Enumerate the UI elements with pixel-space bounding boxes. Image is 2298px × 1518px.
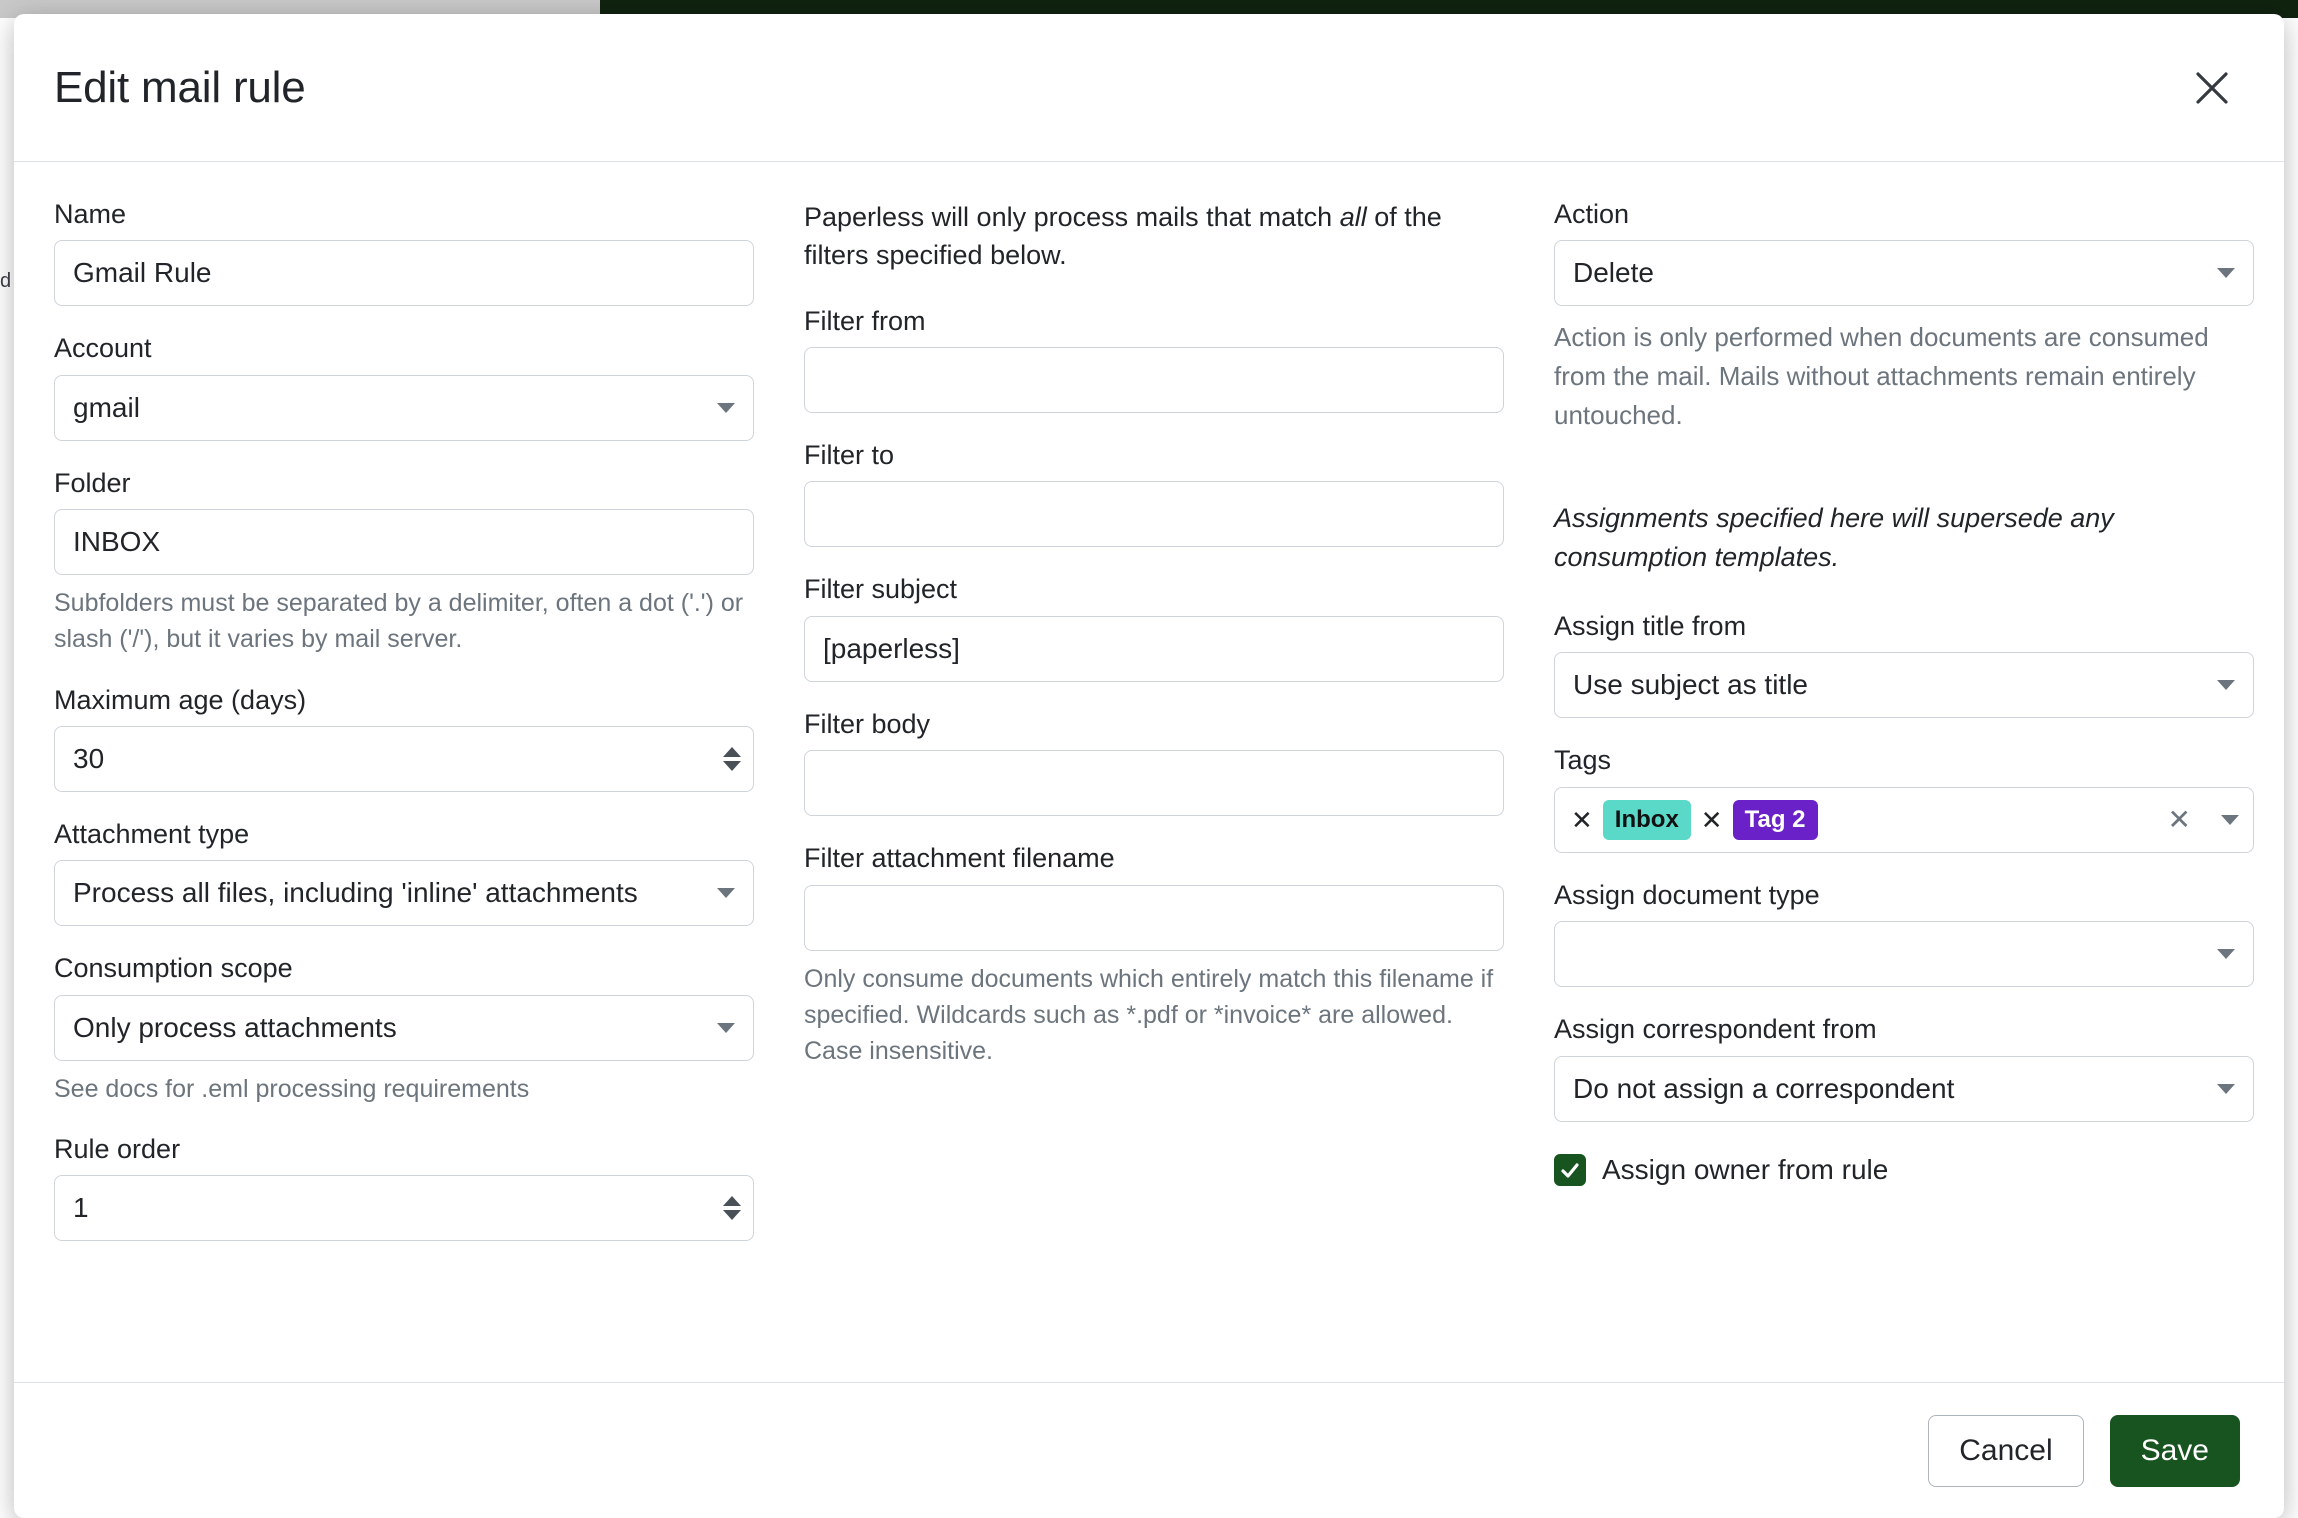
assign-owner-checkbox[interactable] — [1554, 1154, 1586, 1186]
filter-body-label: Filter body — [804, 708, 931, 739]
field-name — [54, 198, 754, 306]
field-assign-owner[interactable] — [1554, 1154, 2254, 1186]
attachment-type-value: Process all files, including 'inline' attachments — [73, 877, 638, 909]
tag-pill-label: Tag 2 — [1733, 800, 1818, 840]
edit-mail-rule-dialog — [14, 14, 2284, 1518]
field-filter-attachment-filename — [804, 842, 1504, 1069]
assign-document-type-label: Assign document type — [1554, 879, 1820, 910]
filter-attachment-help-text: Only consume documents which entirely match this filename if specified. Wildcards such as *.pdf or *invoice* are allowed. Case insensitive. — [804, 964, 1494, 1066]
filter-subject-label: Filter subject — [804, 574, 958, 605]
consumption-scope-select[interactable] — [54, 995, 754, 1061]
column-general — [54, 198, 754, 1267]
field-assign-document-type — [1554, 879, 2254, 987]
filter-to-input[interactable] — [804, 481, 1504, 547]
folder-input[interactable]: INBOX — [54, 509, 754, 575]
assign-document-type-select[interactable] — [1554, 921, 2254, 987]
assign-correspondent-value: Do not assign a correspondent — [1573, 1072, 1955, 1104]
filter-from-input[interactable] — [804, 347, 1504, 413]
assign-title-value: Use subject as title — [1573, 669, 1808, 701]
chevron-down-icon — [2217, 680, 2235, 690]
name-input[interactable]: Gmail Rule — [54, 240, 754, 306]
action-help-text: Action is only performed when documents are consumed from the mail. Mails without attachments remain entirely untouched. — [1554, 322, 2209, 431]
tag-chip[interactable] — [1571, 800, 1691, 840]
field-assign-correspondent — [1554, 1013, 2254, 1121]
chevron-down-icon — [717, 888, 735, 898]
rule-order-value: 1 — [73, 1192, 89, 1224]
chevron-down-icon — [717, 403, 735, 413]
name-label: Name — [54, 199, 127, 229]
field-rule-order — [54, 1133, 754, 1241]
background-edge-text: d — [0, 270, 12, 292]
filter-attachment-filename-label: Filter attachment filename — [804, 843, 1115, 874]
column-actions — [1554, 198, 2254, 1267]
folder-help-text: Subfolders must be separated by a delimiter, often a dot ('.') or slash ('/'), but it varies by mail server. — [54, 589, 744, 654]
field-action — [1554, 198, 2254, 435]
field-tags — [1554, 744, 2254, 852]
stepper-arrows-icon[interactable] — [723, 747, 741, 771]
chevron-down-icon — [717, 1023, 735, 1033]
remove-tag-icon[interactable]: ✕ — [1571, 804, 1593, 835]
dialog-footer — [14, 1382, 2284, 1518]
filter-from-label: Filter from — [804, 305, 926, 336]
consumption-scope-label: Consumption scope — [54, 953, 293, 984]
page-title: Edit mail rule — [54, 62, 306, 112]
remove-tag-icon[interactable]: ✕ — [1700, 804, 1723, 835]
max-age-label: Maximum age (days) — [54, 684, 307, 715]
column-filters — [804, 198, 1504, 1267]
filter-body-input[interactable] — [804, 750, 1504, 816]
filters-intro-after: of the filters specified below. — [804, 202, 1442, 271]
tags-label: Tags — [1554, 745, 1612, 776]
field-folder — [54, 467, 754, 658]
chevron-down-icon[interactable] — [2221, 815, 2239, 825]
cancel-button[interactable]: Cancel — [1928, 1415, 2083, 1487]
field-filter-from — [804, 305, 1504, 413]
tag-chip[interactable] — [1701, 800, 1818, 840]
filters-intro — [804, 198, 1504, 275]
account-label: Account — [54, 333, 152, 364]
consumption-scope-help-text: See docs for .eml processing requirements — [54, 1074, 530, 1103]
attachment-type-select[interactable] — [54, 860, 754, 926]
filters-intro-before: Paperless will only process mails that match — [804, 202, 1340, 232]
account-select[interactable] — [54, 375, 754, 441]
assign-title-select[interactable] — [1554, 652, 2254, 718]
field-filter-to — [804, 439, 1504, 547]
chevron-down-icon — [2217, 1084, 2235, 1094]
rule-order-label: Rule order — [54, 1134, 181, 1165]
clear-icon[interactable]: ✕ — [2167, 804, 2191, 836]
save-button[interactable]: Save — [2110, 1415, 2240, 1487]
max-age-stepper[interactable] — [54, 726, 754, 792]
filters-intro-emphasis: all — [1339, 202, 1367, 232]
filter-to-label: Filter to — [804, 440, 895, 471]
consumption-scope-value: Only process attachments — [73, 1011, 397, 1043]
assign-correspondent-label: Assign correspondent from — [1554, 1014, 1877, 1045]
folder-label: Folder — [54, 467, 131, 498]
attachment-type-label: Attachment type — [54, 819, 250, 850]
tags-select[interactable] — [1554, 787, 2254, 853]
action-label: Action — [1554, 199, 1630, 229]
filter-subject-input[interactable]: [paperless] — [804, 616, 1504, 682]
dialog-body — [14, 162, 2284, 1378]
filter-attachment-filename-input[interactable] — [804, 885, 1504, 951]
tag-pill-label: Inbox — [1603, 800, 1691, 840]
field-filter-subject — [804, 573, 1504, 681]
action-value: Delete — [1573, 257, 1654, 289]
action-select[interactable] — [1554, 240, 2254, 306]
field-attachment-type — [54, 818, 754, 926]
assign-correspondent-select[interactable] — [1554, 1056, 2254, 1122]
assign-owner-label: Assign owner from rule — [1602, 1153, 1889, 1185]
assignments-note: Assignments specified here will supersede any consumption templates. — [1554, 503, 2114, 572]
field-consumption-scope — [54, 952, 754, 1107]
chevron-down-icon — [2217, 268, 2235, 278]
dialog-header — [14, 14, 2284, 162]
close-icon[interactable] — [2184, 60, 2240, 116]
field-assign-title — [1554, 610, 2254, 718]
field-account — [54, 332, 754, 440]
rule-order-stepper[interactable] — [54, 1175, 754, 1241]
assign-title-label: Assign title from — [1554, 611, 1747, 642]
stepper-arrows-icon[interactable] — [723, 1196, 741, 1220]
chevron-down-icon — [2217, 949, 2235, 959]
max-age-value: 30 — [73, 743, 105, 775]
account-value: gmail — [73, 391, 140, 423]
field-filter-body — [804, 708, 1504, 816]
field-max-age — [54, 684, 754, 792]
